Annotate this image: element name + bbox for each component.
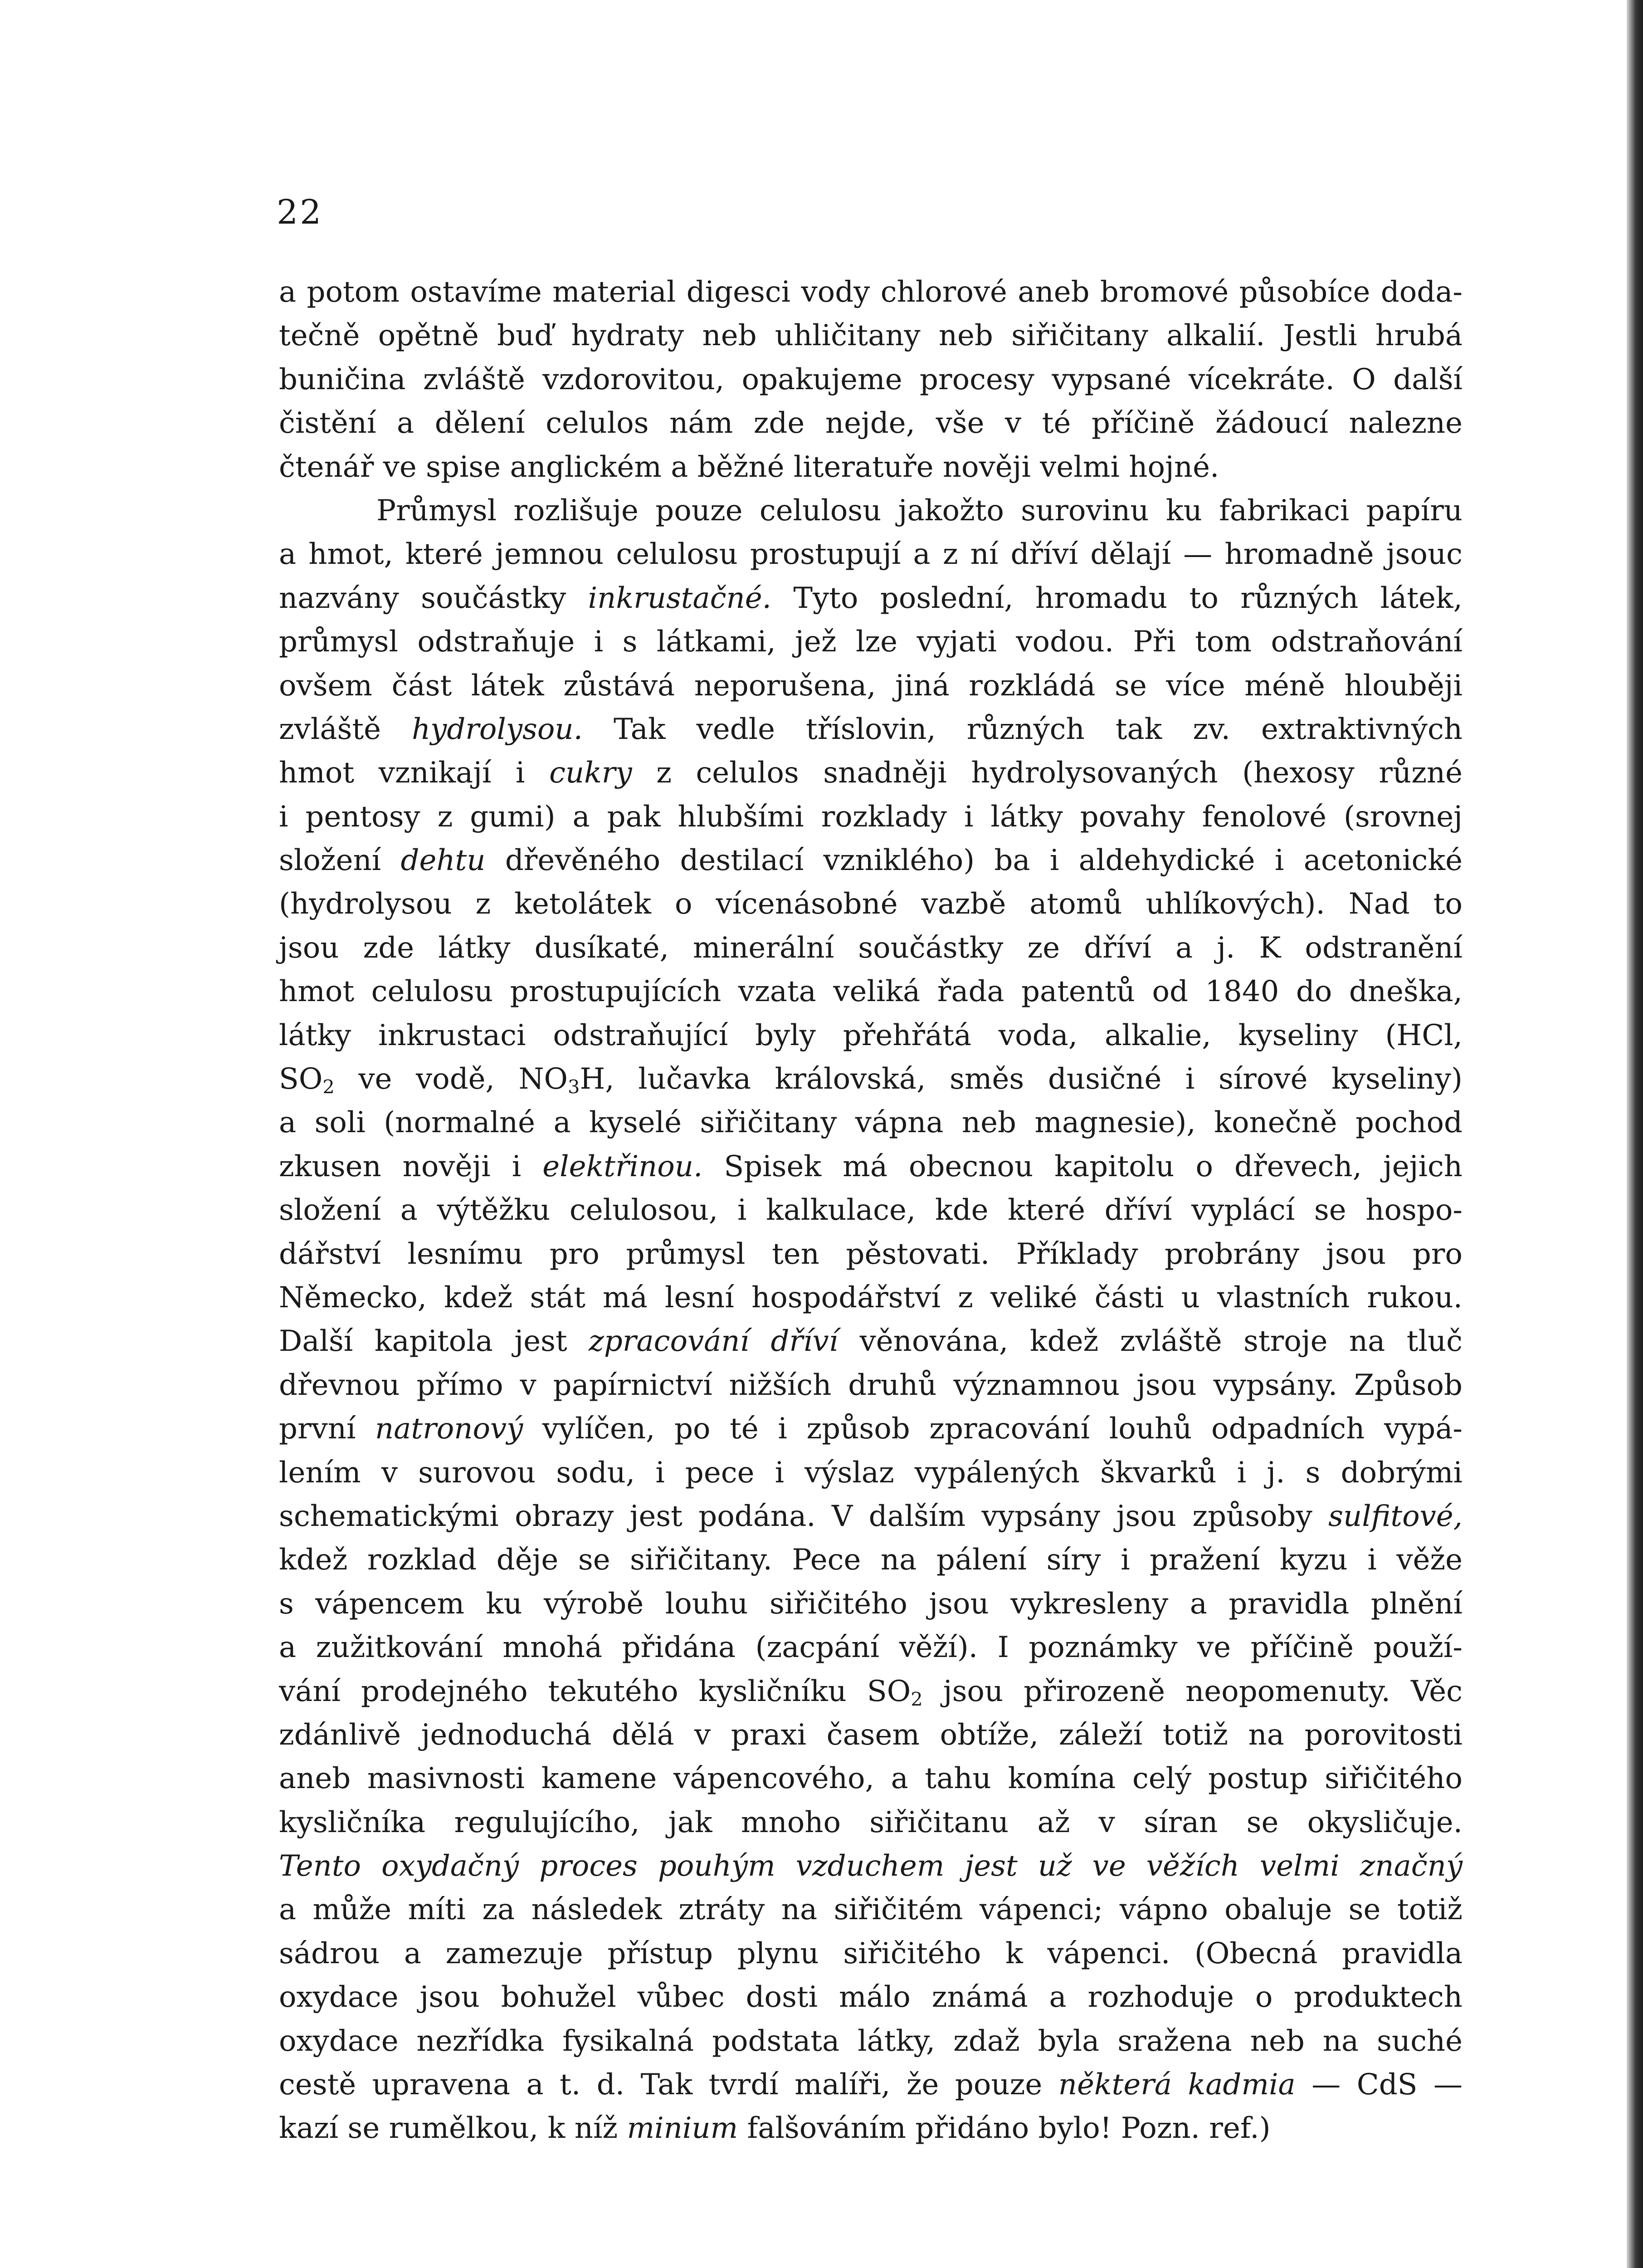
text-run: kysličníka regulujícího, jak mnoho siřičitanu až v síran se okysličuje.: [279, 1805, 1463, 1839]
text-run: a potom ostavíme material digesci vody chlorové aneb bromové působíce doda-: [279, 275, 1463, 309]
italic-term: inkrustačné.: [588, 581, 771, 615]
subscript: 3: [567, 1075, 580, 1098]
italic-term: minium: [627, 2112, 738, 2146]
text-line: [279, 401, 1463, 445]
text-run: (hydrolysou z ketolátek o vícenásobné vazbě atomů uhlíkových). Nad to: [279, 887, 1463, 921]
text-run: čistění a dělení celulos nám zde nejde, vše v té příčině žádoucí nalezne: [279, 406, 1463, 440]
text-line: [279, 2063, 1463, 2107]
text-run: tečně opětně buď hydraty neb uhličitany neb siřičitany alkalií. Jestli hrubá: [279, 319, 1463, 353]
text-line: [279, 1101, 1463, 1144]
text-run: Spisek má obecnou kapitolu o dřevech, jejich: [702, 1149, 1463, 1183]
subscript: 2: [322, 1075, 335, 1098]
text-line: [279, 1670, 1463, 1713]
text-run: čtenář ve spise anglickém a běžné literatuře nověji velmi hojné.: [279, 450, 1219, 484]
italic-term: hydrolysou.: [411, 712, 583, 746]
text-line: [279, 1232, 1463, 1276]
text-run: buničina zvláště vzdorovitou, opakujeme procesy vypsané vícekráte. O další: [279, 362, 1463, 396]
text-line: [279, 1495, 1463, 1538]
text-run: hmot vznikají i: [279, 756, 550, 790]
body-text: [279, 270, 1463, 2151]
text-run: — CdS —: [1295, 2068, 1463, 2102]
italic-term: natronový: [375, 1412, 523, 1446]
text-run: průmysl odstraňuje i s látkami, jež lze vyjati vodou. Při tom odstraňování: [279, 625, 1463, 659]
text-line: [279, 1014, 1463, 1057]
text-line: [279, 1844, 1463, 1888]
text-line: [279, 1975, 1463, 2019]
text-line: [279, 1801, 1463, 1844]
text-run: kazí se rumělkou, k níž: [279, 2112, 627, 2146]
text-line: [279, 445, 1463, 489]
text-run: vání prodejného tekutého kysličníku SO: [279, 1674, 911, 1708]
text-line: [279, 270, 1463, 314]
page-number: 22: [277, 193, 323, 232]
text-run: složení a výtěžku celulosou, i kalkulace, kde které dříví vyplácí se hospo-: [279, 1193, 1463, 1227]
text-run: oxydace nezřídka fysikalná podstata látky, zdaž byla sražena neb na suché: [279, 2024, 1463, 2058]
text-run: zkusen nověji i: [279, 1149, 543, 1183]
text-run: jsou zde látky dusíkaté, minerální součástky ze dříví a j. K odstranění: [279, 931, 1463, 965]
text-line: [279, 970, 1463, 1013]
text-line: [279, 577, 1463, 620]
text-line: [279, 926, 1463, 970]
text-line: [279, 1888, 1463, 1931]
italic-term: cukry: [549, 756, 632, 790]
italic-term: některá kadmia: [1058, 2068, 1296, 2102]
text-run: Německo, kdež stát má lesní hospodářství z veliké části u vlastních rukou.: [279, 1281, 1463, 1315]
text-line: [279, 1713, 1463, 1757]
text-line: [279, 1451, 1463, 1495]
text-line: [279, 839, 1463, 882]
text-run: zdánlivě jednoduchá dělá v praxi časem obtíže, záleží totiž na porovitosti: [279, 1718, 1463, 1752]
text-run: Další kapitola jest: [279, 1325, 589, 1359]
text-run: H, lučavka královská, směs dusičné i sírové kyseliny): [580, 1062, 1463, 1096]
text-line: [279, 664, 1463, 708]
text-line: [279, 1757, 1463, 1800]
text-run: vylíčen, po té i způsob zpracování louhů odpadních vypá-: [523, 1412, 1463, 1446]
text-run: nazvány součástky: [279, 581, 588, 615]
text-run: sádrou a zamezuje přístup plynu siřičitého k vápenci. (Obecná pravidla: [279, 1936, 1463, 1970]
text-run: kdež rozklad děje se siřičitany. Pece na pálení síry i pražení kyzu i věže: [279, 1543, 1463, 1577]
text-run: cestě upravena a t. d. Tak tvrdí malíři, že pouze: [279, 2068, 1058, 2102]
text-run: a soli (normalné a kyselé siřičitany vápna neb magnesie), konečně pochod: [279, 1106, 1463, 1140]
italic-term: sulfitové,: [1328, 1499, 1463, 1533]
text-run: aneb masivnosti kamene vápencového, a tahu komína celý postup siřičitého: [279, 1762, 1463, 1796]
text-run: Tak vedle tříslovin, různých tak zv. extraktivných: [582, 712, 1463, 746]
text-line: [279, 1932, 1463, 1975]
text-run: věnována, kdež zvláště stroje na tluč: [838, 1325, 1463, 1359]
text-line: [279, 882, 1463, 926]
italic-term: Tento oxydačný proces pouhým vzduchem jest už ve věžích velmi značný: [279, 1849, 1463, 1883]
page-edge-shadow: [1627, 0, 1643, 2268]
text-line: [279, 1057, 1463, 1101]
text-run: schematickými obrazy jest podána. V dalším vypsány jsou způsoby: [279, 1499, 1329, 1533]
text-line: [279, 533, 1463, 576]
italic-term: zpracování dříví: [589, 1325, 839, 1359]
text-run: a hmot, které jemnou celulosu prostupují a z ní dříví dělají — hromadně jsouc: [279, 538, 1463, 572]
italic-term: dehtu: [400, 844, 486, 878]
text-run: ovšem část látek zůstává neporušena, jiná rozkládá se více méně hlouběji: [279, 669, 1463, 703]
text-run: jsou přirozeně neopomenuty. Věc: [922, 1674, 1463, 1708]
text-run: dářství lesnímu pro průmysl ten pěstovati. Příklady probrány jsou pro: [279, 1237, 1463, 1271]
text-run: ve vodě, NO: [334, 1062, 568, 1096]
text-run: hmot celulosu prostupujících vzata veliká řada patentů od 1840 do dneška,: [279, 975, 1463, 1009]
text-run: lením v surovou sodu, i pece i výslaz vypálených škvarků i j. s dobrými: [279, 1456, 1463, 1490]
text-run: zvláště: [279, 712, 412, 746]
text-run: falšováním přidáno bylo! Pozn. ref.): [738, 2112, 1271, 2146]
italic-term: elektřinou.: [542, 1149, 703, 1183]
text-line: [279, 795, 1463, 839]
text-line: [279, 1320, 1463, 1363]
text-line: [279, 2107, 1463, 2150]
text-run: látky inkrustaci odstraňující byly přehřátá voda, alkalie, kyseliny (HCl,: [279, 1018, 1463, 1052]
text-line: [279, 1188, 1463, 1232]
text-run: a zužitkování mnohá přidána (zacpání věží). I poznámky ve příčině použí-: [279, 1631, 1463, 1665]
text-run: oxydace jsou bohužel vůbec dosti málo známá a rozhoduje o produktech: [279, 1980, 1463, 2014]
text-line: [279, 1538, 1463, 1582]
text-line: [279, 489, 1463, 533]
text-line: [279, 1276, 1463, 1320]
text-line: [279, 2019, 1463, 2063]
text-line: [279, 1582, 1463, 1626]
text-line: [279, 1626, 1463, 1669]
text-line: [279, 358, 1463, 401]
text-line: [279, 1364, 1463, 1407]
text-line: [279, 314, 1463, 357]
subscript: 2: [911, 1687, 923, 1710]
text-line: [279, 708, 1463, 751]
text-run: SO: [279, 1062, 323, 1096]
text-line: [279, 1145, 1463, 1188]
text-run: s vápencem ku výrobě louhu siřičitého jsou vykresleny a pravidla plnění: [279, 1587, 1463, 1621]
text-line: [279, 620, 1463, 664]
text-line: [279, 751, 1463, 795]
text-run: Průmysl rozlišuje pouze celulosu jakožto surovinu ku fabrikaci papíru: [376, 494, 1463, 528]
text-line: [279, 1407, 1463, 1451]
text-run: dřevěného destilací vzniklého) ba i aldehydické i acetonické: [485, 844, 1463, 878]
text-run: první: [279, 1412, 375, 1446]
text-run: dřevnou přímo v papírnictví nižších druhů významnou jsou vypsány. Způsob: [279, 1368, 1463, 1402]
text-run: i pentosy z gumi) a pak hlubšími rozklady i látky povahy fenolové (srovnej: [279, 800, 1463, 834]
text-run: Tyto poslední, hromadu to různých látek,: [771, 581, 1463, 615]
text-run: složení: [279, 844, 401, 878]
text-run: a může míti za následek ztráty na siřičitém vápenci; vápno obaluje se totiž: [279, 1893, 1463, 1927]
text-run: z celulos snadněji hydrolysovaných (hexosy různé: [632, 756, 1463, 790]
